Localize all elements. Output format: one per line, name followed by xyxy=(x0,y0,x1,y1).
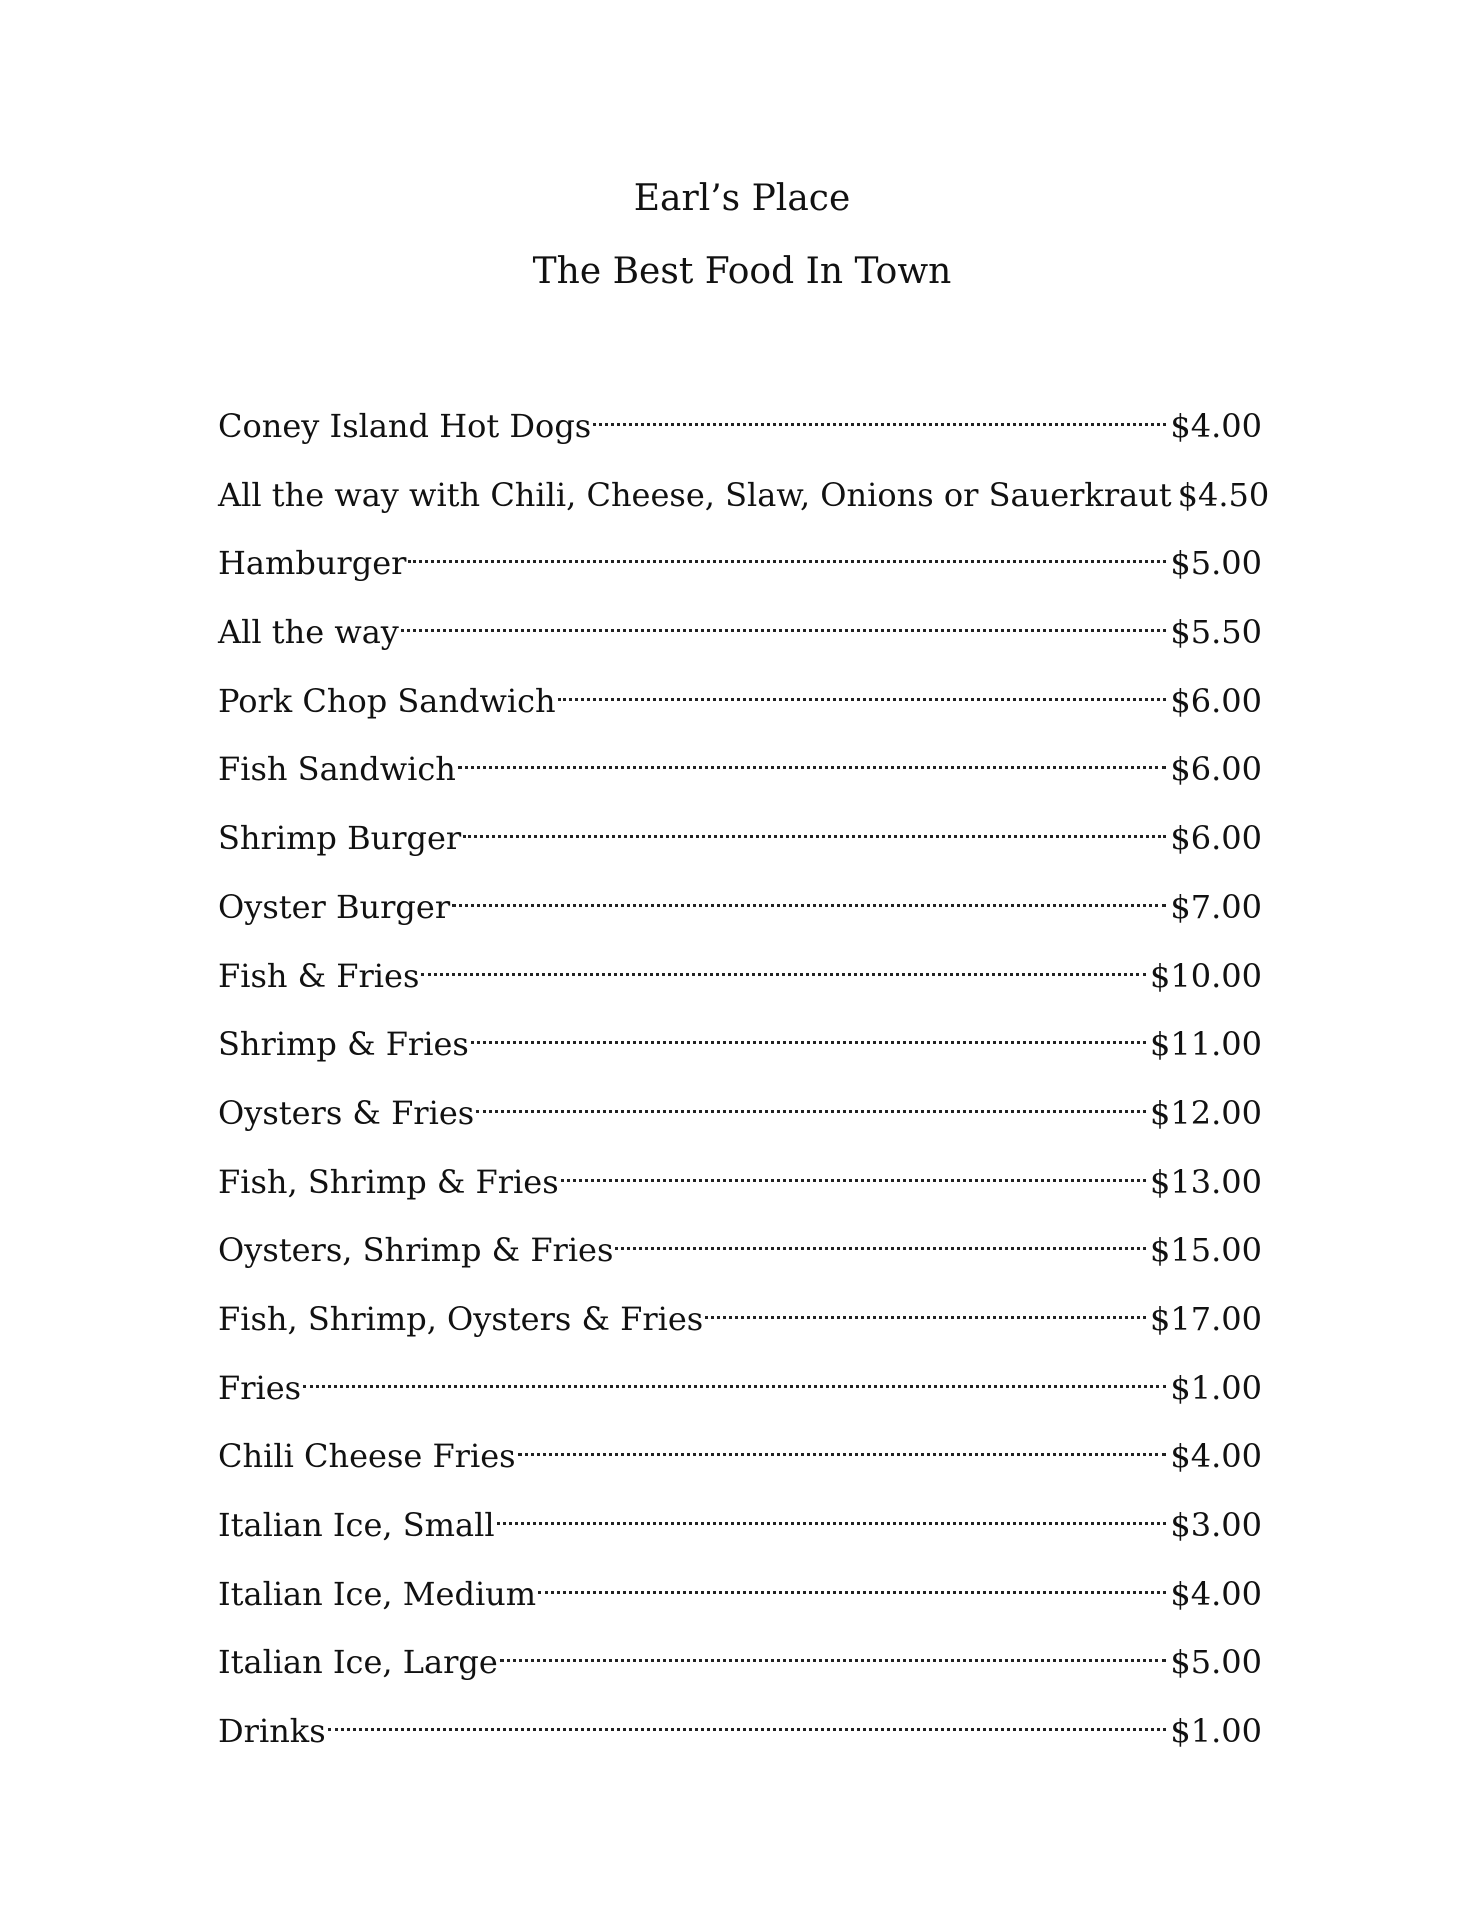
menu-item-name: Fish, Shrimp, Oysters & Fries xyxy=(218,1299,704,1338)
dot-leader xyxy=(401,599,1167,643)
dot-leader xyxy=(705,1286,1146,1330)
menu-item-price: $13.00 xyxy=(1150,1162,1262,1201)
menu-item-price: $10.00 xyxy=(1150,956,1262,995)
menu-item-price: $11.00 xyxy=(1150,1025,1262,1064)
menu-item xyxy=(218,393,1262,462)
menu-item xyxy=(218,1629,1262,1698)
menu-item-name: Oysters, Shrimp & Fries xyxy=(218,1231,614,1270)
menu-item-price: $4.00 xyxy=(1170,1437,1262,1476)
dot-leader xyxy=(328,1698,1167,1742)
menu-item-name: Shrimp & Fries xyxy=(218,1025,469,1064)
dot-leader xyxy=(303,1355,1166,1399)
menu-item-name: Fries xyxy=(218,1368,302,1407)
menu-item-price: $4.00 xyxy=(1170,407,1262,445)
menu-item-price: $7.00 xyxy=(1170,887,1262,926)
menu-item-name: Fish Sandwich xyxy=(218,750,456,789)
menu-item-name: Coney Island Hot Dogs xyxy=(218,407,592,445)
menu-item xyxy=(218,599,1262,668)
dot-leader xyxy=(593,393,1166,437)
menu-item xyxy=(218,874,1262,943)
dot-leader xyxy=(538,1561,1166,1605)
dot-leader xyxy=(476,1080,1146,1124)
restaurant-tagline: The Best Food In Town xyxy=(532,251,952,292)
menu-item xyxy=(218,805,1262,874)
menu-list xyxy=(218,393,1270,1767)
menu-item-name: Drinks xyxy=(218,1712,326,1751)
dot-leader xyxy=(452,874,1166,918)
menu-item-price: $6.00 xyxy=(1170,750,1262,789)
menu-item-name: Fish, Shrimp & Fries xyxy=(218,1162,559,1201)
restaurant-name: Earl’s Place xyxy=(633,178,851,219)
dot-leader xyxy=(458,736,1167,780)
menu-item xyxy=(218,1492,1262,1561)
menu-item-name: Italian Ice, Medium xyxy=(218,1574,537,1613)
dot-leader xyxy=(561,1149,1146,1193)
menu-item-name: All the way with Chili, Cheese, Slaw, Onions or Sauerkraut xyxy=(218,475,1172,514)
menu-item-price: $5.50 xyxy=(1170,613,1262,652)
menu-item-name: Chili Cheese Fries xyxy=(218,1437,516,1476)
dot-leader xyxy=(518,1423,1167,1467)
menu-item-price: $17.00 xyxy=(1150,1299,1262,1338)
menu-item-price: $6.00 xyxy=(1170,819,1262,858)
menu-item xyxy=(218,1286,1262,1355)
menu-item-name: Oyster Burger xyxy=(218,887,451,926)
menu-item-name: Italian Ice, Small xyxy=(218,1506,495,1544)
menu-item xyxy=(218,1355,1262,1424)
menu-item-price: $12.00 xyxy=(1150,1093,1262,1132)
menu-item xyxy=(218,1423,1262,1492)
menu-item-name: Italian Ice, Large xyxy=(218,1643,498,1682)
menu-item xyxy=(218,1011,1262,1080)
menu-item-price: $1.00 xyxy=(1170,1368,1262,1407)
menu-item-name: All the way xyxy=(218,613,399,652)
menu-item-price: $15.00 xyxy=(1150,1231,1262,1270)
menu-item-name: Pork Chop Sandwich xyxy=(218,681,556,720)
dot-leader xyxy=(615,1217,1146,1261)
menu-item-price: $5.00 xyxy=(1170,544,1262,583)
menu-item-price: $5.00 xyxy=(1170,1643,1262,1682)
menu-item xyxy=(218,668,1262,737)
menu-item-name: Hamburger xyxy=(218,544,407,583)
menu-item-price: $3.00 xyxy=(1170,1506,1262,1544)
dot-leader xyxy=(500,1629,1167,1673)
menu-item-price: $4.00 xyxy=(1170,1574,1262,1613)
menu-item xyxy=(218,1561,1262,1630)
dot-leader xyxy=(471,1011,1146,1055)
menu-item-name: Shrimp Burger xyxy=(218,819,462,858)
menu-item xyxy=(218,1698,1262,1767)
menu-item xyxy=(218,736,1262,805)
menu-item xyxy=(218,1080,1262,1149)
menu-item xyxy=(218,1149,1262,1218)
menu-item-name: Oysters & Fries xyxy=(218,1093,475,1132)
menu-item xyxy=(218,462,1270,531)
menu-item xyxy=(218,530,1262,599)
dot-leader xyxy=(497,1492,1167,1536)
menu-item-price: $4.50 xyxy=(1177,475,1270,514)
dot-leader xyxy=(408,530,1166,574)
dot-leader xyxy=(463,805,1166,849)
menu-item-price: $1.00 xyxy=(1170,1712,1262,1751)
menu-item-price: $6.00 xyxy=(1170,681,1262,720)
dot-leader xyxy=(558,668,1167,712)
dot-leader xyxy=(421,943,1146,987)
menu-item xyxy=(218,943,1262,1012)
menu-item-name: Fish & Fries xyxy=(218,956,420,995)
menu-item xyxy=(218,1217,1262,1286)
